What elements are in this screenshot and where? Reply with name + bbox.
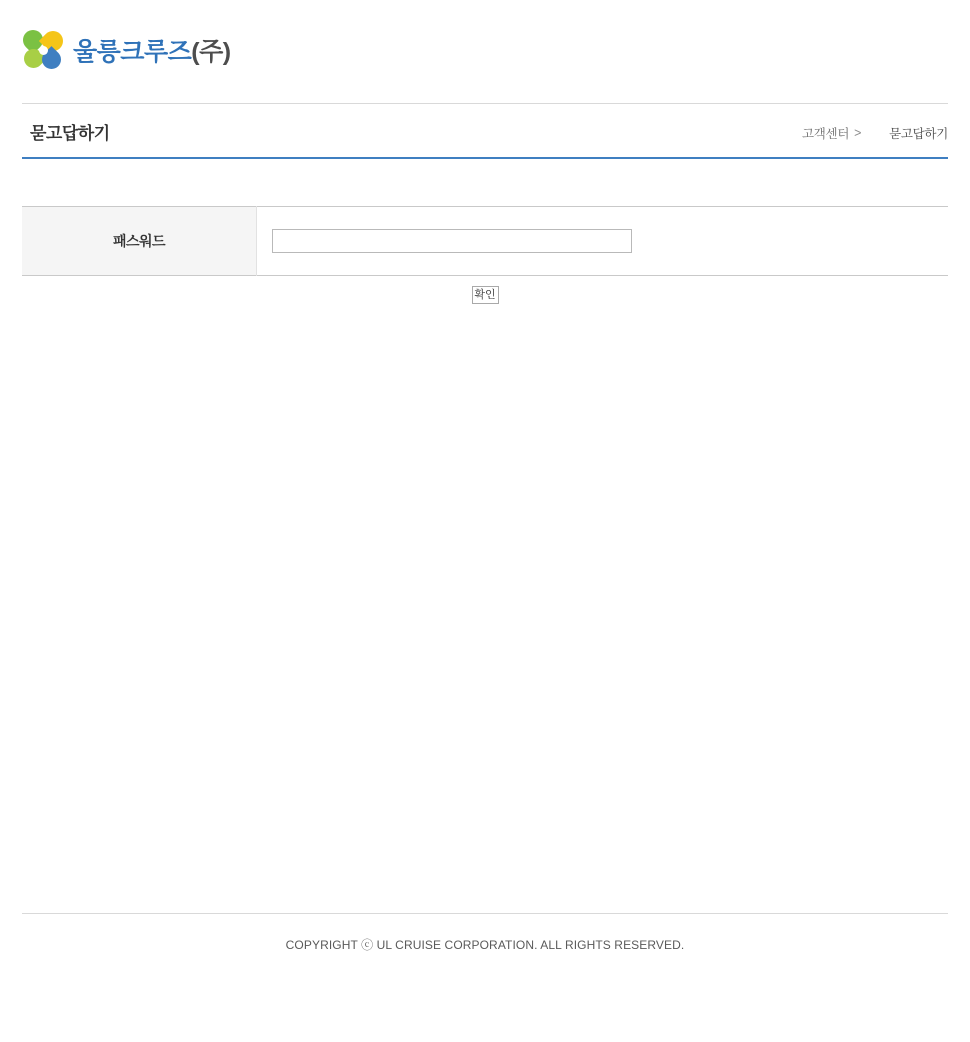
- password-label: 패스워드: [22, 207, 257, 276]
- breadcrumb-parent[interactable]: 고객센터: [802, 127, 850, 141]
- site-logo[interactable]: [22, 29, 231, 71]
- four-petal-pinwheel-logo-icon: [22, 29, 64, 71]
- breadcrumb: [802, 124, 948, 142]
- page-titlebar: [22, 103, 948, 159]
- form-actions: [22, 285, 948, 304]
- copyright-text: COPYRIGHT ⓒ UL CRUISE CORPORATION. ALL RIGHTS RESERVED.: [285, 938, 685, 952]
- password-form-area: [22, 159, 948, 304]
- logo-text-suffix: (주): [191, 38, 231, 66]
- site-header: [0, 0, 970, 103]
- password-form-table: [22, 206, 948, 276]
- breadcrumb-separator: >: [854, 126, 862, 140]
- password-field-cell: [257, 207, 949, 276]
- site-footer: [22, 913, 948, 953]
- logo-text: [73, 32, 231, 68]
- confirm-button[interactable]: 확인: [472, 286, 499, 304]
- table-row: [22, 207, 948, 276]
- page-title: 묻고답하기: [30, 124, 110, 143]
- logo-text-main: 울릉크루즈: [73, 38, 192, 66]
- password-input[interactable]: [272, 229, 632, 253]
- breadcrumb-current: 묻고답하기: [889, 127, 948, 141]
